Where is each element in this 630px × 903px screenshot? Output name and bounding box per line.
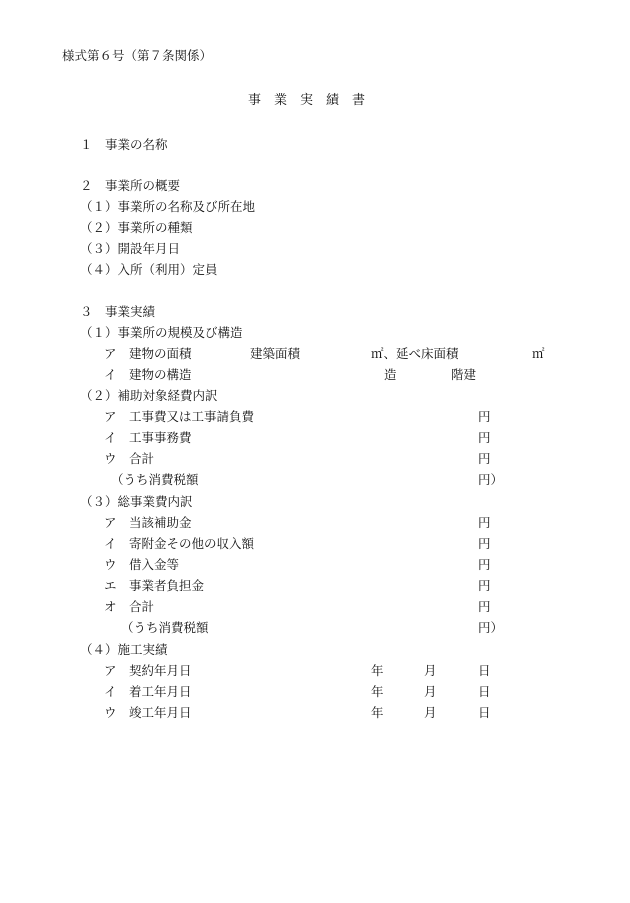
month-unit: 月 xyxy=(424,684,437,699)
yen-unit: 円 xyxy=(478,409,491,424)
sub1-heading: （１）事業所の規模及び構造 xyxy=(80,325,243,340)
date-row-label: イ 着工年月日 xyxy=(104,684,192,699)
tax-label: （うち消費税額 xyxy=(121,620,209,635)
building-area-text: 建築面積 xyxy=(250,346,301,361)
month-unit: 月 xyxy=(424,705,437,720)
structure-type: 造 xyxy=(384,367,397,382)
date-row-label: ウ 竣工年月日 xyxy=(104,705,192,720)
yen-unit: 円 xyxy=(478,578,491,593)
section-2-heading: ２ 事業所の概要 xyxy=(80,178,181,193)
funding-row-label: エ 事業者負担金 xyxy=(104,578,205,593)
year-unit: 年 xyxy=(371,684,384,699)
sqm-unit: ㎡ xyxy=(532,346,545,361)
section-2-item: （２）事業所の種類 xyxy=(80,220,193,235)
tax-label: （うち消費税額 xyxy=(111,472,199,487)
yen-unit: 円 xyxy=(478,451,491,466)
section-1-heading: １ 事業の名称 xyxy=(80,137,168,152)
funding-row-label: ウ 借入金等 xyxy=(104,557,180,572)
section-3-heading: ３ 事業実績 xyxy=(80,304,156,319)
section-2-item: （３）開設年月日 xyxy=(80,241,181,256)
day-unit: 日 xyxy=(478,684,491,699)
yen-unit: 円 xyxy=(478,557,491,572)
year-unit: 年 xyxy=(371,663,384,678)
expense-row-label: ア 工事費又は工事請負費 xyxy=(104,409,255,424)
floor-area-text: ㎡、延べ床面積 xyxy=(371,346,459,361)
funding-row-label: オ 合計 xyxy=(104,599,155,614)
form-label: 様式第６号（第７条関係） xyxy=(62,48,213,63)
expense-row-label: ウ 合計 xyxy=(104,451,155,466)
structure-label: イ 建物の構造 xyxy=(104,367,192,382)
yen-unit: 円 xyxy=(478,599,491,614)
yen-unit: 円 xyxy=(478,536,491,551)
section-2-item: （４）入所（利用）定員 xyxy=(80,262,218,277)
expense-row-label: イ 工事事務費 xyxy=(104,430,192,445)
day-unit: 日 xyxy=(478,705,491,720)
yen-unit-close: 円） xyxy=(478,472,504,487)
sub2-heading: （２）補助対象経費内訳 xyxy=(80,388,218,403)
day-unit: 日 xyxy=(478,663,491,678)
date-row-label: ア 契約年月日 xyxy=(104,663,192,678)
yen-unit: 円 xyxy=(478,430,491,445)
floors-label: 階建 xyxy=(451,367,477,382)
section-2-item: （１）事業所の名称及び所在地 xyxy=(80,199,256,214)
document-title: 事 業 実 績 書 xyxy=(248,93,366,108)
building-area-label: ア 建物の面積 xyxy=(104,346,192,361)
sub3-heading: （３）総事業費内訳 xyxy=(80,494,193,509)
month-unit: 月 xyxy=(424,663,437,678)
year-unit: 年 xyxy=(371,705,384,720)
yen-unit: 円 xyxy=(478,515,491,530)
yen-unit-close: 円） xyxy=(478,620,504,635)
sub4-heading: （４）施工実績 xyxy=(80,642,168,657)
funding-row-label: ア 当該補助金 xyxy=(104,515,192,530)
funding-row-label: イ 寄附金その他の収入額 xyxy=(104,536,255,551)
